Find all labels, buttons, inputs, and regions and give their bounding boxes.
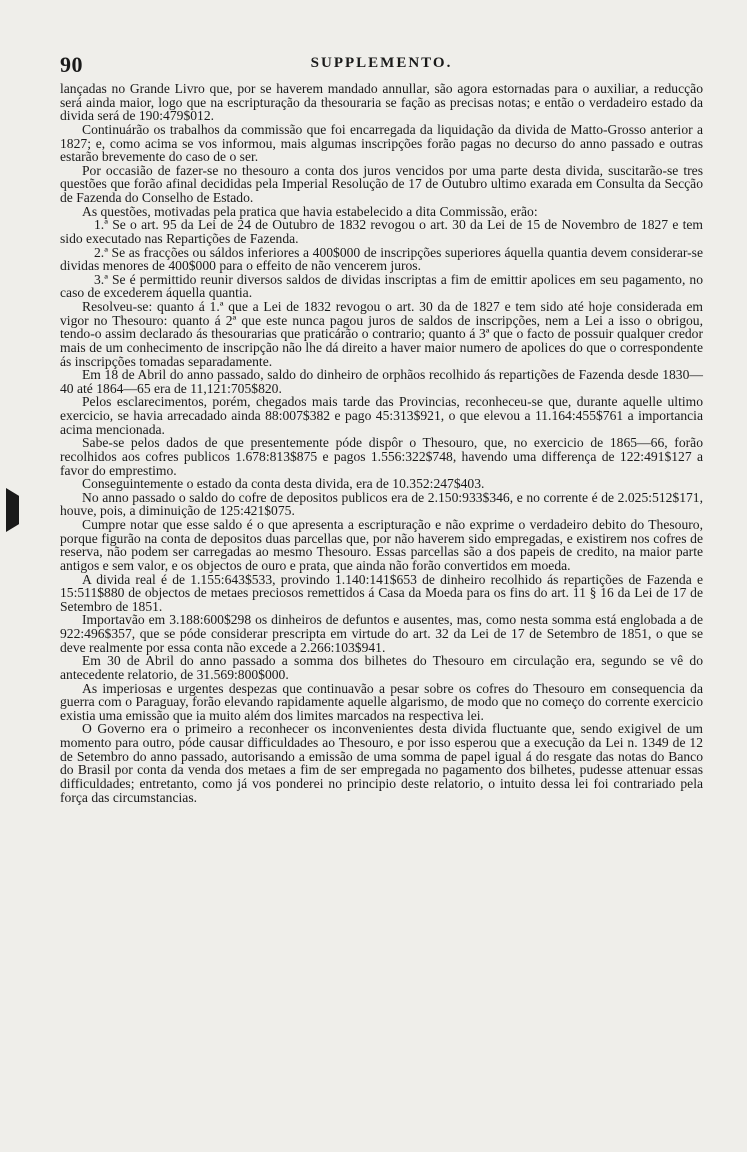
paragraph: Por occasião de fazer-se no thesouro a conta dos juros vencidos por uma parte desta divida, suscitarão-se tres questões que forão afinal decididas pela Imperial Resolução de 17 de Outubro ultimo exarada em Consulta da Secção de Fazenda do Conselho de Estado. — [60, 162, 703, 205]
binding-mark — [6, 488, 19, 532]
paragraph: Cumpre notar que esse saldo é o que apresenta a escripturação e não exprime o verdadeiro debito do Thesouro, porque figurão na conta de depositos duas parcellas que, por não haverem sido empregadas, e existirem nos cofres de reserva, não podem ser carregadas ao mesmo Thesouro. Essas parcellas são a dos papeis de credito, na maior parte antigos e sem valor, e os objectos de ouro e prata, que ainda não forão convertidos em moeda. — [60, 517, 703, 573]
paragraph: Sabe-se pelos dados de que presentemente póde dispôr o Thesouro, que, no exercicio de 1865—66, forão recolhidos aos cofres publicos 1.678:813$875 e pagos 1.556:322$748, havendo uma differença de 122:491$127 a favor do emprestimo. — [60, 435, 703, 478]
paragraph: Em 30 de Abril do anno passado a somma dos bilhetes do Thesouro em circulação era, segundo se vê do antecedente relatorio, de 31.569:800$000. — [60, 653, 703, 682]
page — [60, 52, 703, 804]
paragraph: Em 18 de Abril do anno passado, saldo do dinheiro de orphãos recolhido ás repartições de Fazenda desde 1830—40 até 1864—65 era de 11,121:705$820. — [60, 367, 703, 396]
paragraph: 2.ª Se as fracções ou sáldos inferiores a 400$000 de inscripções superiores áquella quantia devem considerar-se dividas menores de 400$000 para o effeito de não vencerem juros. — [60, 244, 703, 274]
paragraph: Pelos esclarecimentos, porém, chegados mais tarde das Provincias, reconheceu-se que, durante aquelle ultimo exercicio, se havia arrecadado ainda 88:007$382 e pago 45:313$921, o que elevou a 11.164:455$761 a importancia acima mencionada. — [60, 394, 703, 437]
paragraph: Continuárão os trabalhos da commissão que foi encarregada da liquidação da divida de Matto-Grosso anterior a 1827; e, como acima se vos informou, mais algumas inscripções forão pagas no decurso do anno passado e outras estarão brevemente do caso de o ser. — [60, 121, 703, 165]
running-title: SUPPLEMENTO. — [310, 55, 453, 71]
paragraph: Importavão em 3.188:600$298 os dinheiros de defuntos e ausentes, mas, como nesta somma está englobada a de 922:496$357, que se póde considerar prescripta em virtude do art. 32 da Lei de 17 de Setembro de 1851, o que se deve realmente por essa conta não excede a 2.266:103$941. — [60, 612, 703, 655]
paragraph: A divida real é de 1.155:643$533, provindo 1.140:141$653 de dinheiro recolhido ás repartições de Fazenda e 15:511$880 de objectos de metaes preciosos remettidos á Casa da Moeda para os fins do art. 11 § 16 da Lei de 17 de Setembro de 1851. — [60, 571, 703, 614]
page-header — [60, 52, 703, 82]
paragraph: 1.ª Se o art. 95 da Lei de 24 de Outubro de 1832 revogou o art. 30 da Lei de 15 de Novembro de 1827 e tem sido executado nas Repartições de Fazenda. — [60, 217, 703, 246]
body-text — [60, 82, 703, 804]
paragraph: lançadas no Grande Livro que, por se haverem mandado annullar, são agora estornadas para o auxiliar, a reducção será ainda maior, logo que na escripturação da thesouraria se fação as precisas notas; e então o verdadeiro estado da divida será de 190:479$012. — [60, 81, 703, 124]
paragraph: O Governo era o primeiro a reconhecer os inconvenientes desta divida fluctuante que, sendo exigivel de um momento para outro, póde causar difficuldades ao Thesouro, e por isso esperou que a execução da Lei n. 1349 de 12 de Setembro do anno passado, autorisando a emissão de uma somma de papel igual á do resgate das notas do Banco do Brasil por conta da venda dos metaes a fim de ser empregada no pagamento dos bilhetes, pudesse attenuar essas difficuldades; entretanto, como já vos ponderei no principio deste relatorio, o intuito dessa lei foi contrariado pela força das circumstancias. — [60, 721, 703, 805]
paragraph: As imperiosas e urgentes despezas que continuavão a pesar sobre os cofres do Thesouro em consequencia da guerra com o Paraguay, forão elevando rapidamente aquelle algarismo, de modo que no começo do corrente exercicio existia uma emissão que ia muito além dos limites marcados na respectiva lei. — [60, 680, 703, 723]
paragraph: Resolveu-se: quanto á 1.ª que a Lei de 1832 revogou o art. 30 da de 1827 e tem sido até hoje considerada em vigor no Thesouro: quanto á 2ª que este nunca pagou juros de saldos de inscripções, nem a Lei a isso o obrigou, tendo-o assim declarado ás thesourarias que praticárão o contrario; quanto á 3ª que o facto de possuir qualquer credor mais de um conhecimento de inscripção não lhe dá direito a haver maior numero de apolices do que o correspondente ás inscripções tomadas separadamente. — [60, 299, 703, 369]
paragraph: Conseguintemente o estado da conta desta divida, era de 10.352:247$403. — [82, 476, 485, 492]
paragraph: No anno passado o saldo do cofre de depositos publicos era de 2.150:933$346, e no corrente é de 2.025:512$171, houve, pois, a diminuição de 125:421$075. — [60, 489, 703, 519]
paragraph: 3.ª Se é permittido reunir diversos saldos de dividas inscriptas a fim de emittir apolices em seu pagamento, no caso de excederem áquella quantia. — [60, 271, 703, 301]
paragraph: As questões, motivadas pela pratica que havia estabelecido a dita Commissão, erão: — [82, 203, 538, 219]
page-number: 90 — [60, 52, 83, 77]
